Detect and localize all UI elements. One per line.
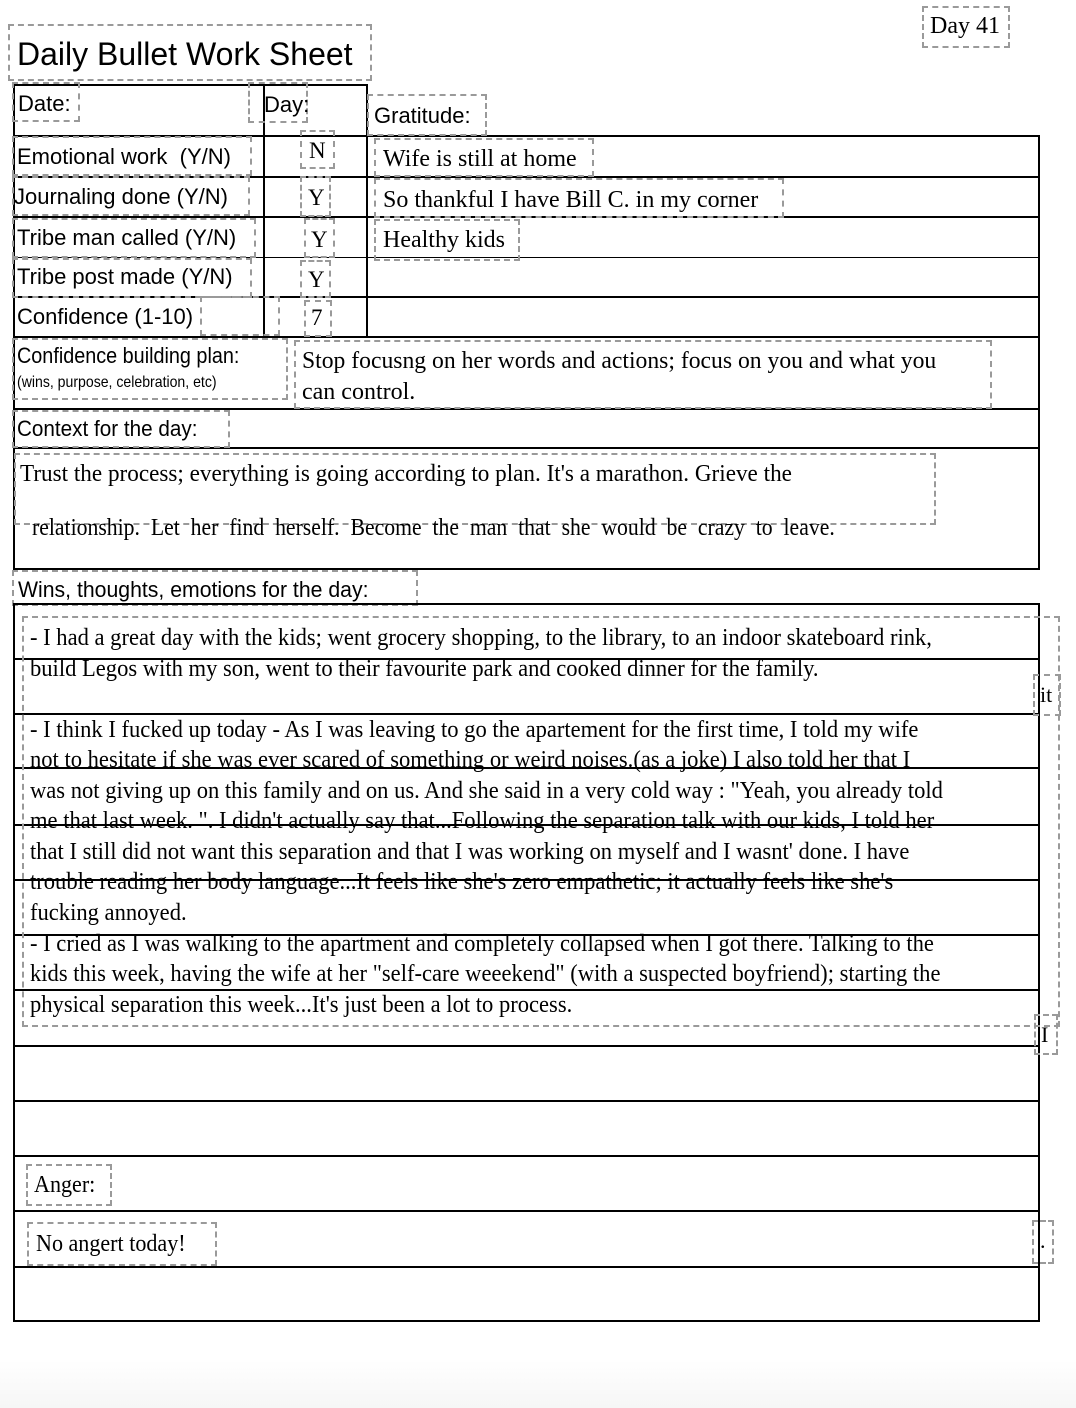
wins-line xyxy=(30,626,990,650)
gratitude-item[interactable]: So thankful I have Bill C. in my corner xyxy=(383,187,759,213)
table-line xyxy=(13,603,15,1322)
wins-line xyxy=(30,779,1001,803)
wins-line-text: not to hesitate if she was ever scared of something or weird noises.(as a joke) I also told her that I xyxy=(30,747,911,773)
wins-line xyxy=(30,870,948,894)
checklist-value-journaling[interactable]: Y xyxy=(308,185,325,210)
confidence-plan-line xyxy=(302,380,415,404)
wins-line-text: - I had a great day with the kids; went grocery shopping, to the library, to an indoor skateboard rink, xyxy=(30,625,932,651)
checklist-label-journaling: Journaling done (Y/N) xyxy=(14,184,229,209)
wins-line-text: - I cried as I was walking to the apartment and completely collapsed when I got there. Talking to the xyxy=(30,931,934,957)
context-line xyxy=(20,492,919,540)
table-line xyxy=(1038,135,1040,570)
context-line xyxy=(20,462,820,486)
table-line xyxy=(13,1100,1040,1102)
confidence-plan-line-text: can control. xyxy=(302,379,416,405)
date-label: Date: xyxy=(18,91,71,116)
context-label xyxy=(17,418,209,440)
wins-line xyxy=(30,932,992,956)
checklist-label-emotional-work: Emotional work (Y/N) xyxy=(17,144,231,169)
context-line-text: Trust the process; everything is going according to plan. It's a marathon. Grieve the xyxy=(20,461,792,487)
wins-line xyxy=(30,748,966,772)
anger-label-text: Anger: xyxy=(34,1172,96,1198)
gratitude-item[interactable]: Wife is still at home xyxy=(383,146,577,172)
wins-line xyxy=(30,718,975,742)
wins-line xyxy=(30,993,607,1017)
day-badge: Day 41 xyxy=(930,13,1000,39)
wins-line-text: physical separation this week...It's just been a lot to process. xyxy=(30,992,573,1018)
table-line xyxy=(13,1266,1040,1268)
checklist-value-tribe-post[interactable]: Y xyxy=(308,267,325,292)
table-line xyxy=(13,1210,1040,1212)
wins-label-text: Wins, thoughts, emotions for the day: xyxy=(18,577,369,602)
wins-line-text: was not giving up on this family and on us. And she said in a very cold way : "Yeah, you already told xyxy=(30,778,943,804)
checklist-label-tribe-called: Tribe man called (Y/N) xyxy=(17,225,237,250)
confidence-plan-label-text: Confidence building plan: xyxy=(17,343,240,368)
anger-value xyxy=(36,1232,199,1256)
gratitude-item[interactable]: Healthy kids xyxy=(383,227,505,253)
confidence-plan-line xyxy=(302,349,946,373)
table-line xyxy=(13,1320,1040,1322)
confidence-plan-sublabel xyxy=(17,375,244,391)
table-line xyxy=(13,1045,1040,1047)
wins-line-text: me that last week. ". I didn't actually say that...Following the separation talk with our kids, I told her xyxy=(30,808,935,834)
context-label-text: Context for the day: xyxy=(17,416,198,441)
page-title: Daily Bullet Work Sheet xyxy=(17,36,353,72)
wins-line xyxy=(30,809,992,833)
anger-label xyxy=(34,1173,101,1197)
confidence-plan-sublabel-text: (wins, purpose, celebration, etc) xyxy=(17,374,217,391)
confidence-plan-line-text: Stop focusng on her words and actions; focus on you and what you xyxy=(302,348,937,374)
gratitude-label: Gratitude: xyxy=(374,103,471,128)
wins-line-text: kids this week, having the wife at her "self-care weeekend" (with a suspected boyfriend); starting the xyxy=(30,961,941,987)
checklist-value-confidence[interactable]: 7 xyxy=(311,305,323,330)
day-label[interactable]: Day: xyxy=(264,92,310,117)
stray-I-text: I xyxy=(1041,1022,1049,1047)
wins-label xyxy=(18,579,381,601)
wins-line xyxy=(30,901,197,925)
wins-line-text: build Legos with my son, went to their favourite park and cooked dinner for the family. xyxy=(30,656,819,682)
checklist-label-box xyxy=(200,296,280,336)
wins-line-text: that I still did not want this separation and that I was working on myself and I wasnt' done. I have xyxy=(30,839,910,865)
checklist-value-emotional-work[interactable]: N xyxy=(309,138,326,163)
table-line xyxy=(13,1155,1040,1157)
wins-line-text: trouble reading her body language...It feels like she's zero empathetic; it actually feels like she's xyxy=(30,869,894,895)
confidence-plan-label xyxy=(17,345,264,367)
checklist-label-tribe-post: Tribe post made (Y/N) xyxy=(17,264,233,289)
anger-value-text: No angert today! xyxy=(36,1231,186,1257)
wins-line xyxy=(30,657,869,681)
wins-line-text: - I think I fucked up today - As I was leaving to go the apartement for the first time, I told my wife xyxy=(30,717,919,743)
checklist-value-tribe-called[interactable]: Y xyxy=(311,227,328,252)
stray-dot-text: . xyxy=(1040,1228,1046,1253)
stray-it-text: it xyxy=(1040,682,1053,707)
table-line xyxy=(13,603,1040,605)
context-line-text: relationship. Let her find herself. Become the man that she would be crazy to leave. xyxy=(32,515,835,541)
wins-line-text: fucking annoyed. xyxy=(30,900,187,926)
checklist-label-confidence: Confidence (1-10) xyxy=(17,304,194,329)
wins-line xyxy=(30,840,965,864)
wins-line xyxy=(30,962,999,986)
